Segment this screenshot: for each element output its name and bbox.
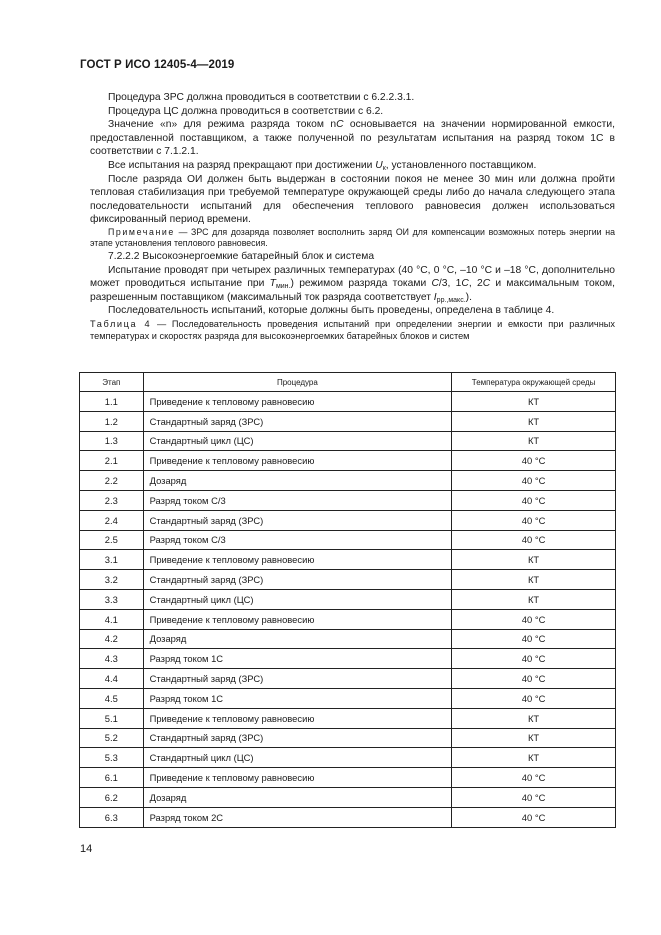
procedure-cell: Дозаряд xyxy=(143,471,452,491)
procedure-cell: Разряд током 2С xyxy=(143,807,452,827)
table-row xyxy=(80,451,616,471)
temperature-cell: 40 °С xyxy=(452,471,616,491)
paragraph xyxy=(90,264,615,305)
stage-cell: 3.3 xyxy=(80,589,144,609)
stage-cell: 2.1 xyxy=(80,451,144,471)
temperature-cell: 40 °С xyxy=(452,609,616,629)
temperature-cell: 40 °С xyxy=(452,451,616,471)
temperature-cell: КТ xyxy=(452,748,616,768)
text-run: С xyxy=(461,278,469,290)
table-row xyxy=(80,728,616,748)
procedure-cell: Разряд током С/3 xyxy=(143,490,452,510)
test-sequence-table xyxy=(79,372,616,828)
procedure-cell: Дозаряд xyxy=(143,787,452,807)
header-stage: Этап xyxy=(80,373,144,392)
stage-cell: 5.2 xyxy=(80,728,144,748)
procedure-cell: Разряд током 1С xyxy=(143,688,452,708)
header-procedure: Процедура xyxy=(143,373,452,392)
procedure-cell: Приведение к тепловому равновесию xyxy=(143,392,452,412)
procedure-cell: Приведение к тепловому равновесию xyxy=(143,708,452,728)
temperature-cell: 40 °С xyxy=(452,490,616,510)
paragraph: Последовательность испытаний, которые должны быть проведены, определена в таблице 4. xyxy=(108,305,555,317)
paragraph: Процедура ЦС должна проводиться в соответствии с 6.2. xyxy=(108,105,384,117)
procedure-cell: Стандартный заряд (ЗРС) xyxy=(143,411,452,431)
table-row xyxy=(80,530,616,550)
temperature-cell: КТ xyxy=(452,392,616,412)
stage-cell: 2.4 xyxy=(80,510,144,530)
table-row xyxy=(80,669,616,689)
temperature-cell: КТ xyxy=(452,708,616,728)
paragraph: После разряда ОИ должен быть выдержан в состоянии покоя не менее 30 мин или должна пройти тепловая стабилизация при требуемой температуре окружающей среды либо до начала следующего этапа последовательности испытаний для обеспечения теплового равновесия должен использоваться фиксированный период времени. xyxy=(90,173,615,226)
table-row xyxy=(80,550,616,570)
text-run: С xyxy=(482,278,491,290)
subscript: рр.,макс. xyxy=(436,296,466,304)
subscript: мин. xyxy=(275,283,291,291)
procedure-cell: Стандартный цикл (ЦС) xyxy=(143,748,452,768)
stage-cell: 4.3 xyxy=(80,649,144,669)
text-run: C xyxy=(336,119,344,131)
text-run: /3, 1 xyxy=(438,278,462,290)
table-row xyxy=(80,748,616,768)
text-run: Значение «n» для режима разряда током n xyxy=(108,119,337,131)
table-row xyxy=(80,807,616,827)
temperature-cell: КТ xyxy=(452,411,616,431)
stage-cell: 4.1 xyxy=(80,609,144,629)
procedure-cell: Приведение к тепловому равновесию xyxy=(143,451,452,471)
stage-cell: 4.4 xyxy=(80,669,144,689)
procedure-cell: Стандартный заряд (ЗРС) xyxy=(143,570,452,590)
paragraph: Процедура ЗРС должна проводиться в соответствии с 6.2.2.3.1. xyxy=(108,92,415,103)
procedure-cell: Разряд током С/3 xyxy=(143,530,452,550)
note xyxy=(90,227,615,250)
text-run: , 2 xyxy=(468,278,483,290)
stage-cell: 4.5 xyxy=(80,688,144,708)
text-run: Все испытания на разряд прекращают при достижении xyxy=(108,159,376,171)
stage-cell: 1.3 xyxy=(80,431,144,451)
temperature-cell: 40 °С xyxy=(452,629,616,649)
procedure-cell: Дозаряд xyxy=(143,629,452,649)
procedure-cell: Разряд током 1С xyxy=(143,649,452,669)
temperature-cell: КТ xyxy=(452,431,616,451)
table-body xyxy=(80,392,616,828)
stage-cell: 6.3 xyxy=(80,807,144,827)
table-row xyxy=(80,490,616,510)
table-row xyxy=(80,510,616,530)
table-row xyxy=(80,768,616,788)
temperature-cell: 40 °С xyxy=(452,688,616,708)
stage-cell: 1.2 xyxy=(80,411,144,431)
procedure-cell: Стандартный заряд (ЗРС) xyxy=(143,728,452,748)
procedure-cell: Приведение к тепловому равновесию xyxy=(143,550,452,570)
document-title: ГОСТ Р ИСО 12405-4—2019 xyxy=(80,59,235,71)
stage-cell: 5.3 xyxy=(80,748,144,768)
procedure-cell: Стандартный цикл (ЦС) xyxy=(143,431,452,451)
temperature-cell: КТ xyxy=(452,550,616,570)
stage-cell: 6.1 xyxy=(80,768,144,788)
table-row xyxy=(80,392,616,412)
table-row xyxy=(80,649,616,669)
temperature-cell: 40 °С xyxy=(452,807,616,827)
note-label: Примечание xyxy=(108,226,175,237)
stage-cell: 2.2 xyxy=(80,471,144,491)
temperature-cell: 40 °С xyxy=(452,649,616,669)
symbol-i: I xyxy=(433,291,437,303)
body-text xyxy=(90,91,615,342)
temperature-cell: КТ xyxy=(452,728,616,748)
procedure-cell: Приведение к тепловому равновесию xyxy=(143,768,452,788)
text-run: и максимальным током, разрешенным поставщиком (максимальный ток разряда соответствует xyxy=(90,278,615,303)
table-row xyxy=(80,589,616,609)
stage-cell: 2.5 xyxy=(80,530,144,550)
table-row xyxy=(80,431,616,451)
text-run: ) режимом разряда токами xyxy=(290,278,432,290)
temperature-cell: 40 °С xyxy=(452,669,616,689)
temperature-cell: 40 °С xyxy=(452,787,616,807)
stage-cell: 3.2 xyxy=(80,570,144,590)
text-run: ). xyxy=(465,291,472,303)
table-row xyxy=(80,629,616,649)
section-heading: 7.2.2.2 Высокоэнергоемкие батарейный блок и система xyxy=(108,250,375,262)
temperature-cell: КТ xyxy=(452,589,616,609)
procedure-cell: Стандартный цикл (ЦС) xyxy=(143,589,452,609)
table-row xyxy=(80,471,616,491)
table-caption xyxy=(90,318,615,342)
stage-cell: 1.1 xyxy=(80,392,144,412)
subscript: к xyxy=(382,164,386,172)
procedure-cell: Стандартный заряд (ЗРС) xyxy=(143,669,452,689)
caption-label: Таблица 4 xyxy=(90,318,152,329)
text-run: Испытание проводят при четырех различных температурах (40 °С, 0 °С, –10 °С и –18 °С, дополнительно может проводиться испытание при xyxy=(90,264,615,290)
stage-cell: 5.1 xyxy=(80,708,144,728)
temperature-cell: КТ xyxy=(452,570,616,590)
temperature-cell: 40 °С xyxy=(452,530,616,550)
stage-cell: 4.2 xyxy=(80,629,144,649)
table-row xyxy=(80,609,616,629)
stage-cell: 6.2 xyxy=(80,787,144,807)
procedure-cell: Приведение к тепловому равновесию xyxy=(143,609,452,629)
stage-cell: 2.3 xyxy=(80,490,144,510)
table-row xyxy=(80,708,616,728)
paragraph xyxy=(90,118,615,159)
page-number: 14 xyxy=(80,843,93,855)
table-row xyxy=(80,688,616,708)
caption-text: — Последовательность проведения испытаний при определении энергии и емкости при различных температурах и скоростях разряда для высокоэнергоемких батарейных блоков и систем xyxy=(90,318,615,341)
table-header-row xyxy=(80,373,616,392)
temperature-cell: 40 °С xyxy=(452,768,616,788)
temperature-cell: 40 °С xyxy=(452,510,616,530)
table-row xyxy=(80,411,616,431)
symbol-u: U xyxy=(375,159,383,171)
text-run: основывается на значении нормированной емкости, предоставленной поставщиком, а также полученной по результатам испытания на разряд током 1С в соответствии с 7.1.2.1. xyxy=(90,119,616,158)
header-temperature: Температура окружающей среды xyxy=(452,373,616,392)
text-run: , установленного поставщиком. xyxy=(385,159,537,171)
table-row xyxy=(80,570,616,590)
paragraph xyxy=(90,159,615,173)
table-row xyxy=(80,787,616,807)
note-text: — ЗРС для дозаряда позволяет восполнить заряд ОИ для компенсации возможных потерь энергии на этапе установления теплового равновесия. xyxy=(90,226,615,249)
procedure-cell: Стандартный заряд (ЗРС) xyxy=(143,510,452,530)
text-run: С xyxy=(431,278,439,290)
symbol-t: T xyxy=(269,278,276,290)
stage-cell: 3.1 xyxy=(80,550,144,570)
